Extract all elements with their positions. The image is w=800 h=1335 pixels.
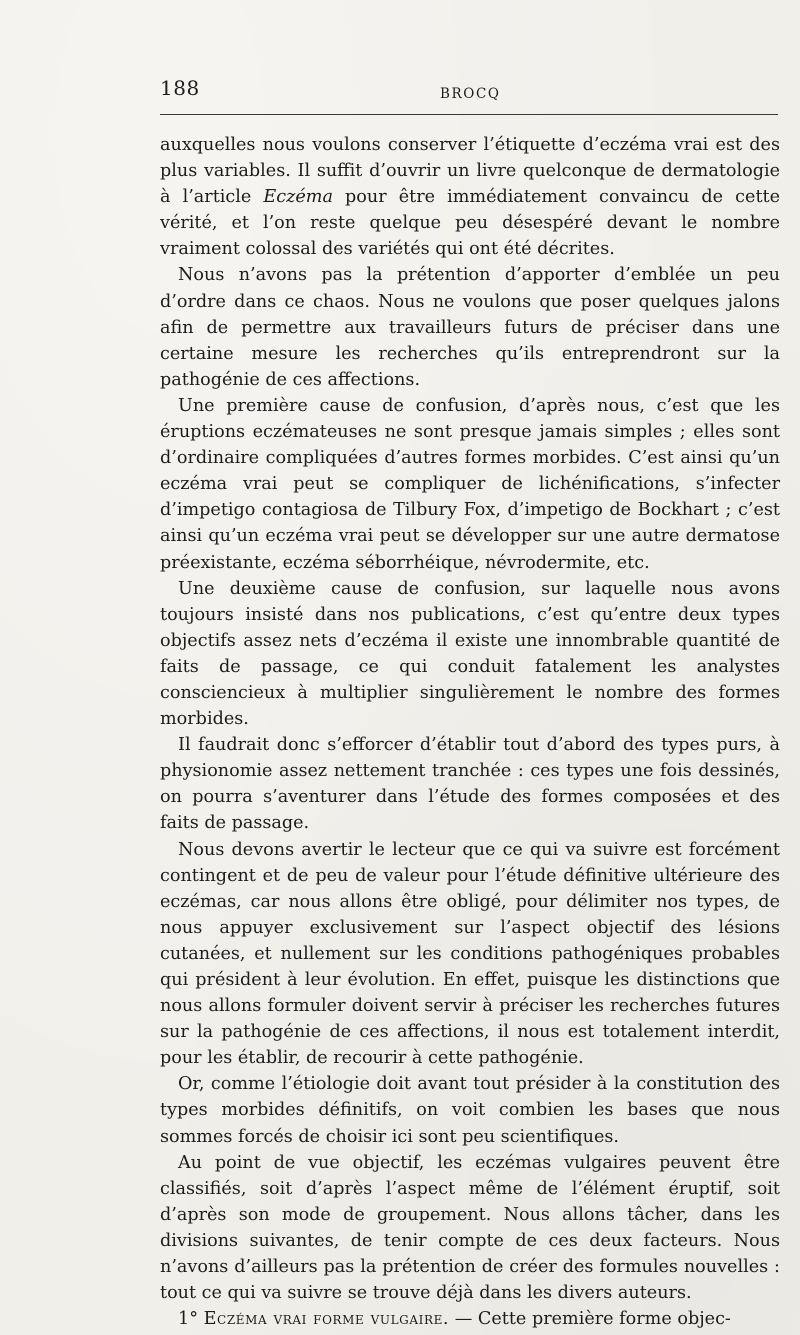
paragraph-7: Or, comme l’étiologie doit avant tout présider à la constitution des types morbides définitifs, on voit combien les bases que nous sommes forcés de choisir ici sont peu scientifiques. xyxy=(160,1074,780,1147)
paragraph-8: Au point de vue objectif, les eczémas vulgaires peuvent être classifiés, soit d’après l’aspect même de l’élément éruptif, soit d’après son mode de groupement. Nous allons tâcher, dans les divisions suivantes, de tenir compte de ces deux facteurs. Nous n’avons d’ailleurs pas la prétention de créer des formules nouvelles : tout ce qui va suivre se trouve déjà dans les divers auteurs. xyxy=(160,1152,780,1304)
section-text: — Cette première forme objec- xyxy=(449,1309,731,1330)
paragraph-6: Nous devons avertir le lecteur que ce qui va suivre est forcément contingent et de peu de valeur pour l’étude définitive ultérieure des eczémas, car nous allons être obligé, pour délimiter nos types, de nous appuyer exclusivement sur l’aspect objectif des lésions cutanées, et nullement sur les conditions pathogéniques probables qui président à leur évolution. En effet, puisque les distinctions que nous allons formuler doivent servir à préciser les recherches futures sur la pathogénie de ces affections, il nous est totalement interdit, pour les établir, de recourir à cette pathogénie. xyxy=(160,839,780,1069)
page-header xyxy=(160,76,780,106)
emphasis-eczema: Eczéma xyxy=(263,187,333,208)
section-number: 1° xyxy=(178,1309,198,1330)
paragraph-2: Nous n’avons pas la prétention d’apporter d’emblée un peu d’ordre dans ce chaos. Nous ne voulons que poser quelques jalons afin de permettre aux travailleurs futurs de préciser dans une certaine mesure les recherches qu’ils entreprendront sur la pathogénie de ces affections. xyxy=(160,265,780,390)
paragraph-1: auxquelles nous voulons conserver l’étiquette d’eczéma vrai est des plus variables. Il suffit d’ouvrir un livre quelconque de dermatologie à l’article Eczéma pour être immédiatement convaincu de cette vérité, et l’on reste quelque peu désespéré devant le nombre vraiment colossal des variétés qui ont été décrites. xyxy=(160,135,780,260)
section-heading-line xyxy=(160,1306,780,1332)
section-heading: Eczéma vrai forme vulgaire. xyxy=(203,1309,450,1330)
paragraph-5: Il faudrait donc s’efforcer d’établir tout d’abord des types purs, à physionomie assez nettement tranchée : ces types une fois dessinés, on pourra s’aventurer dans l’étude des formes composées et des faits de passage. xyxy=(160,735,780,834)
paragraph-3: Une première cause de confusion, d’après nous, c’est que les éruptions eczémateuses ne sont presque jamais simples ; elles sont d’ordinaire compliquées d’autres formes morbides. C’est ainsi qu’un eczéma vrai peut se compliquer de lichénifications, s’infecter d’impetigo contagiosa de Tilbury Fox, d’impetigo de Bockhart ; c’est ainsi qu’un eczéma vrai peut se développer sur une autre dermatose préexistante, eczéma séborrhéique, névrodermite, etc. xyxy=(160,395,780,573)
header-rule xyxy=(160,114,778,115)
page-number: 188 xyxy=(160,76,200,100)
body-text xyxy=(160,132,780,1332)
running-head: BROCQ xyxy=(440,86,501,102)
paragraph-4: Une deuxième cause de confusion, sur laquelle nous avons toujours insisté dans nos publications, c’est qu’entre deux types objectifs assez nets d’eczéma il existe une innombrable quantité de faits de passage, ce qui conduit fatalement les analystes consciencieux à multiplier singulièrement le nombre des formes morbides. xyxy=(160,578,780,730)
